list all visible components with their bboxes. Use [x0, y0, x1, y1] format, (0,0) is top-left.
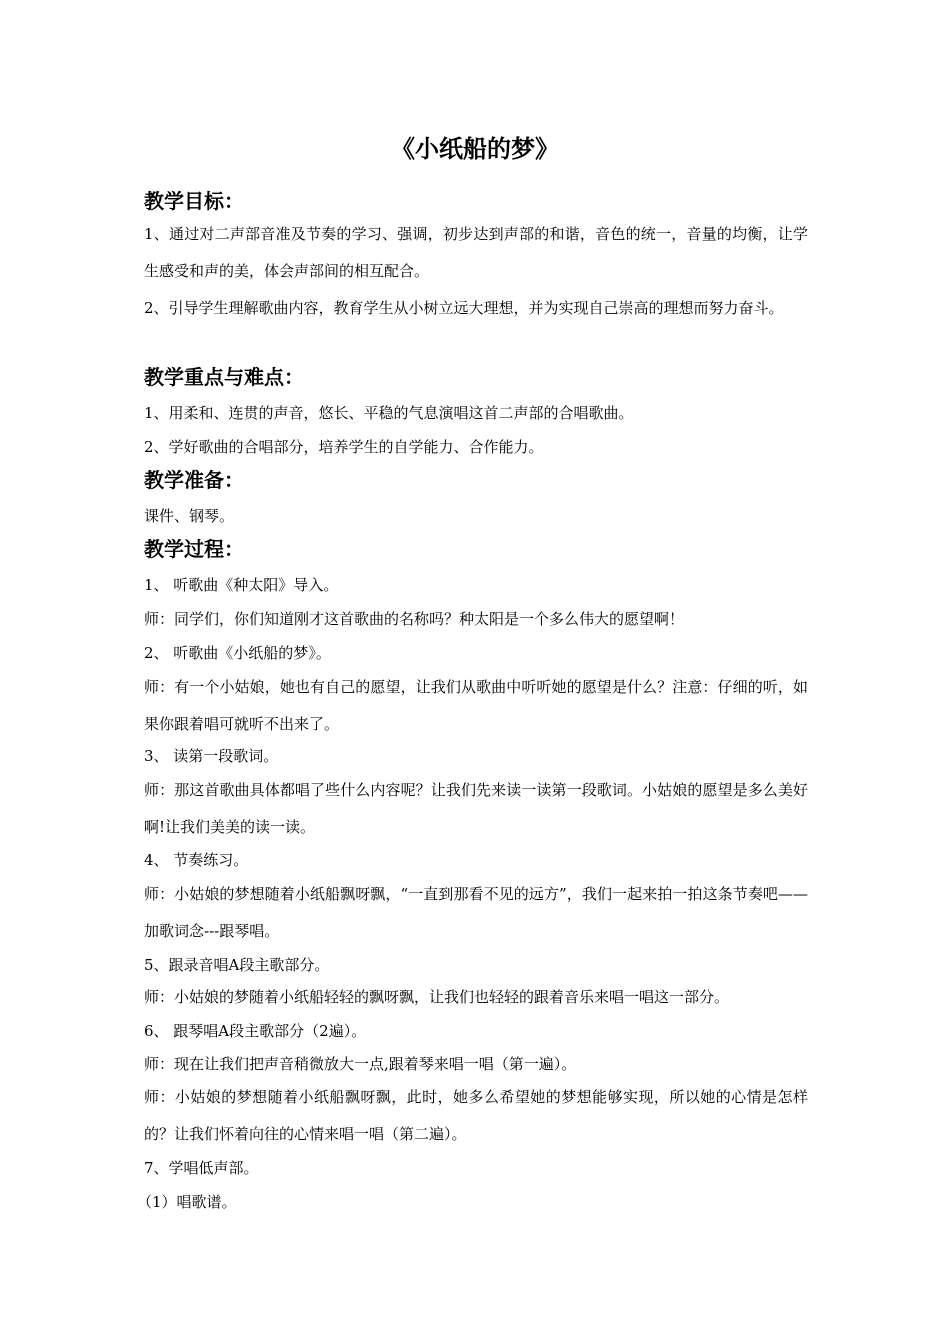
process-item: 6、 跟琴唱A段主歌部分（2遍）。 — [144, 1022, 367, 1040]
goal-item-1: 1、通过对二声部音准及节奏的学习、强调，初步达到声部的和谐，音色的统一，音量的均衡，让学生感受和声的美，体会声部间的相互配合。 — [144, 225, 808, 280]
preparation-item-1: 课件、钢琴。 — [144, 507, 235, 525]
heading-goals: 教学目标： — [144, 189, 244, 213]
process-item: 2、 听歌曲《小纸船的梦》。 — [144, 644, 331, 662]
process-item: 师：小姑娘的梦想随着小纸船飘呀飘，此时，她多么希望她的梦想能够实现，所以她的心情是怎样的？让我们怀着向往的心情来唱一唱（第二遍）。 — [144, 1088, 808, 1143]
process-item: （1）唱歌谱。 — [137, 1193, 237, 1211]
key-point-item-2: 2、学好歌曲的合唱部分，培养学生的自学能力、合作能力。 — [144, 438, 544, 456]
process-item: 3、 读第一段歌词。 — [144, 747, 279, 765]
process-item: 1、 听歌曲《种太阳》导入。 — [144, 576, 339, 594]
process-item: 师：那这首歌曲具体都唱了些什么内容呢？让我们先来读一读第一段歌词。小姑娘的愿望是多么美好啊!让我们美美的读一读。 — [144, 781, 808, 836]
process-item: 师：有一个小姑娘，她也有自己的愿望，让我们从歌曲中听听她的愿望是什么？注意：仔细的听，如果你跟着唱可就听不出来了。 — [144, 678, 808, 733]
process-item: 师：小姑娘的梦想随着小纸船飘呀飘，“一直到那看不见的远方”，我们一起来拍一拍这条节奏吧——加歌词念---跟琴唱。 — [144, 885, 808, 940]
process-item: 师：同学们，你们知道刚才这首歌曲的名称吗？种太阳是一个多么伟大的愿望啊！ — [144, 610, 685, 628]
process-item: 师：小姑娘的梦随着小纸船轻轻的飘呀飘，让我们也轻轻的跟着音乐来唱一唱这一部分。 — [144, 988, 730, 1006]
process-item: 4、 节奏练习。 — [144, 851, 249, 869]
heading-process: 教学过程： — [144, 537, 244, 561]
process-item: 5、跟录音唱A段主歌部分。 — [144, 956, 330, 974]
heading-key-points: 教学重点与难点： — [144, 365, 304, 389]
document-title: 《小纸船的梦》 — [391, 135, 559, 163]
process-item: 师：现在让我们把声音稍微放大一点,跟着琴来唱一唱（第一遍）。 — [144, 1055, 577, 1073]
key-point-item-1: 1、用柔和、连贯的声音，悠长、平稳的气息演唱这首二声部的合唱歌曲。 — [144, 404, 634, 422]
process-item: 7、学唱低声部。 — [144, 1159, 259, 1177]
goal-item-2: 2、引导学生理解歌曲内容，教育学生从小树立远大理想，并为实现自己崇高的理想而努力奋斗。 — [144, 299, 784, 317]
heading-preparation: 教学准备： — [144, 468, 244, 492]
